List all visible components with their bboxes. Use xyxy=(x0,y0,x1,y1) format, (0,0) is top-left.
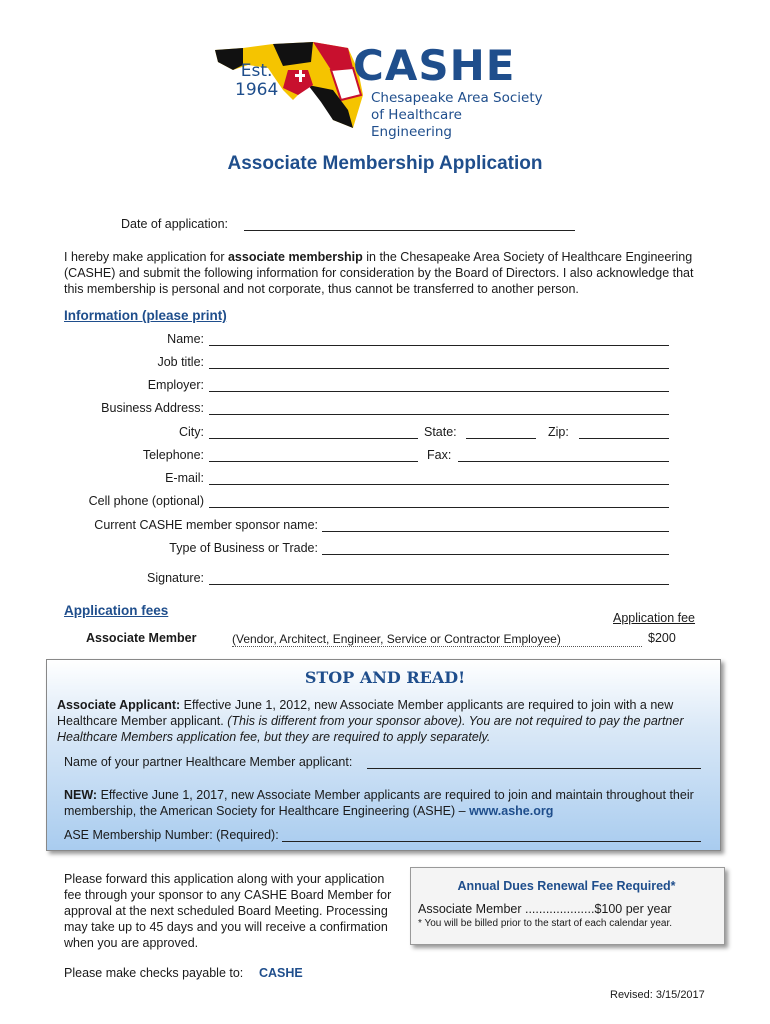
fees-row-desc: (Vendor, Architect, Engineer, Service or Contractor Employee) xyxy=(232,632,561,646)
logo-est-line1: Est. xyxy=(240,61,273,81)
info-heading: Information (please print) xyxy=(64,308,227,323)
logo-est-line2: 1964 xyxy=(235,80,279,100)
job-title-field[interactable] xyxy=(209,368,669,369)
sponsor-label: Current CASHE member sponsor name: xyxy=(94,518,318,532)
intro-paragraph: I hereby make application for associate membership in the Chesapeake Area Society of Healthcare Engineering (CASHE) and submit the following information for consideration by the Board of Directors. I also acknowledge that this membership is personal and not corporate, thus cannot be transferred to another person. xyxy=(64,250,694,296)
name-label: Name: xyxy=(167,332,204,346)
employer-label: Employer: xyxy=(147,378,204,392)
fees-heading: Application fees xyxy=(64,603,169,618)
cell-label: Cell phone (optional) xyxy=(88,494,204,508)
forward-instructions: Please forward this application along with your application fee through your sponsor to any CASHE Board Member for approval at the next scheduled Board Meeting. Processing may take up to 45 days and you will receive a confirmation when you are approved. xyxy=(64,872,392,950)
signature-label: Signature: xyxy=(147,571,204,585)
ase-field[interactable] xyxy=(282,841,701,842)
fees-row-amount: $200 xyxy=(648,631,676,645)
dues-title: Annual Dues Renewal Fee Required* xyxy=(457,879,676,893)
zip-label: Zip: xyxy=(548,425,569,439)
date-field[interactable] xyxy=(244,230,575,231)
fees-row-label: Associate Member xyxy=(86,631,197,645)
email-field[interactable] xyxy=(209,484,669,485)
signature-field[interactable] xyxy=(209,584,669,585)
stop-title: STOP AND READ! xyxy=(304,668,466,687)
logo-org-line1: Chesapeake Area Society xyxy=(371,90,543,106)
business-address-label: Business Address: xyxy=(101,401,204,415)
fax-label: Fax: xyxy=(427,448,452,462)
date-label: Date of application: xyxy=(121,217,229,231)
logo-org-line2: of Healthcare Engineering xyxy=(371,107,462,140)
name-field[interactable] xyxy=(209,345,669,346)
employer-field[interactable] xyxy=(209,391,669,392)
ashe-link[interactable]: www.ashe.org xyxy=(469,804,554,818)
page-title: Associate Membership Application xyxy=(227,153,543,174)
checks-label: Please make checks payable to: xyxy=(64,966,244,980)
ase-label: ASE Membership Number: (Required): xyxy=(64,828,279,842)
city-field[interactable] xyxy=(209,438,418,439)
email-label: E-mail: xyxy=(165,471,204,485)
partner-label: Name of your partner Healthcare Member applicant: xyxy=(64,755,353,769)
partner-field[interactable] xyxy=(367,768,701,769)
business-type-field[interactable] xyxy=(322,554,669,555)
business-address-field[interactable] xyxy=(209,414,669,415)
fees-column-header: Application fee xyxy=(613,611,696,625)
telephone-field[interactable] xyxy=(209,461,418,462)
checks-payee: CASHE xyxy=(259,966,303,980)
dues-line: Associate Member ....................$100 per year xyxy=(418,902,672,916)
zip-field[interactable] xyxy=(579,438,669,439)
fees-row-leader xyxy=(232,646,642,647)
state-field[interactable] xyxy=(466,438,536,439)
logo-wordmark: CASHE xyxy=(353,41,516,90)
revised-date: Revised: 3/15/2017 xyxy=(610,989,705,1001)
stop-paragraph-2: NEW: Effective June 1, 2017, new Associate Member applicants are required to join and maintain throughout their membership, the American Society for Healthcare Engineering (ASHE) – www.ashe.org xyxy=(64,788,694,818)
business-type-label: Type of Business or Trade: xyxy=(169,541,318,555)
cell-field[interactable] xyxy=(209,507,669,508)
fax-field[interactable] xyxy=(458,461,669,462)
state-label: State: xyxy=(424,425,457,439)
stop-paragraph-1: Associate Applicant: Effective June 1, 2012, new Associate Member applicants are required to join with a new Healthcare Member applicant. (This is different from your sponsor above). You are not required to pay the partner Healthcare Members application fee, but they are required to apply separately. xyxy=(57,698,684,744)
dues-note: * You will be billed prior to the start of each calendar year. xyxy=(418,918,673,929)
job-title-label: Job title: xyxy=(157,355,204,369)
sponsor-field[interactable] xyxy=(322,531,669,532)
city-label: City: xyxy=(179,425,204,439)
telephone-label: Telephone: xyxy=(142,448,204,462)
cashe-logo xyxy=(213,40,543,140)
